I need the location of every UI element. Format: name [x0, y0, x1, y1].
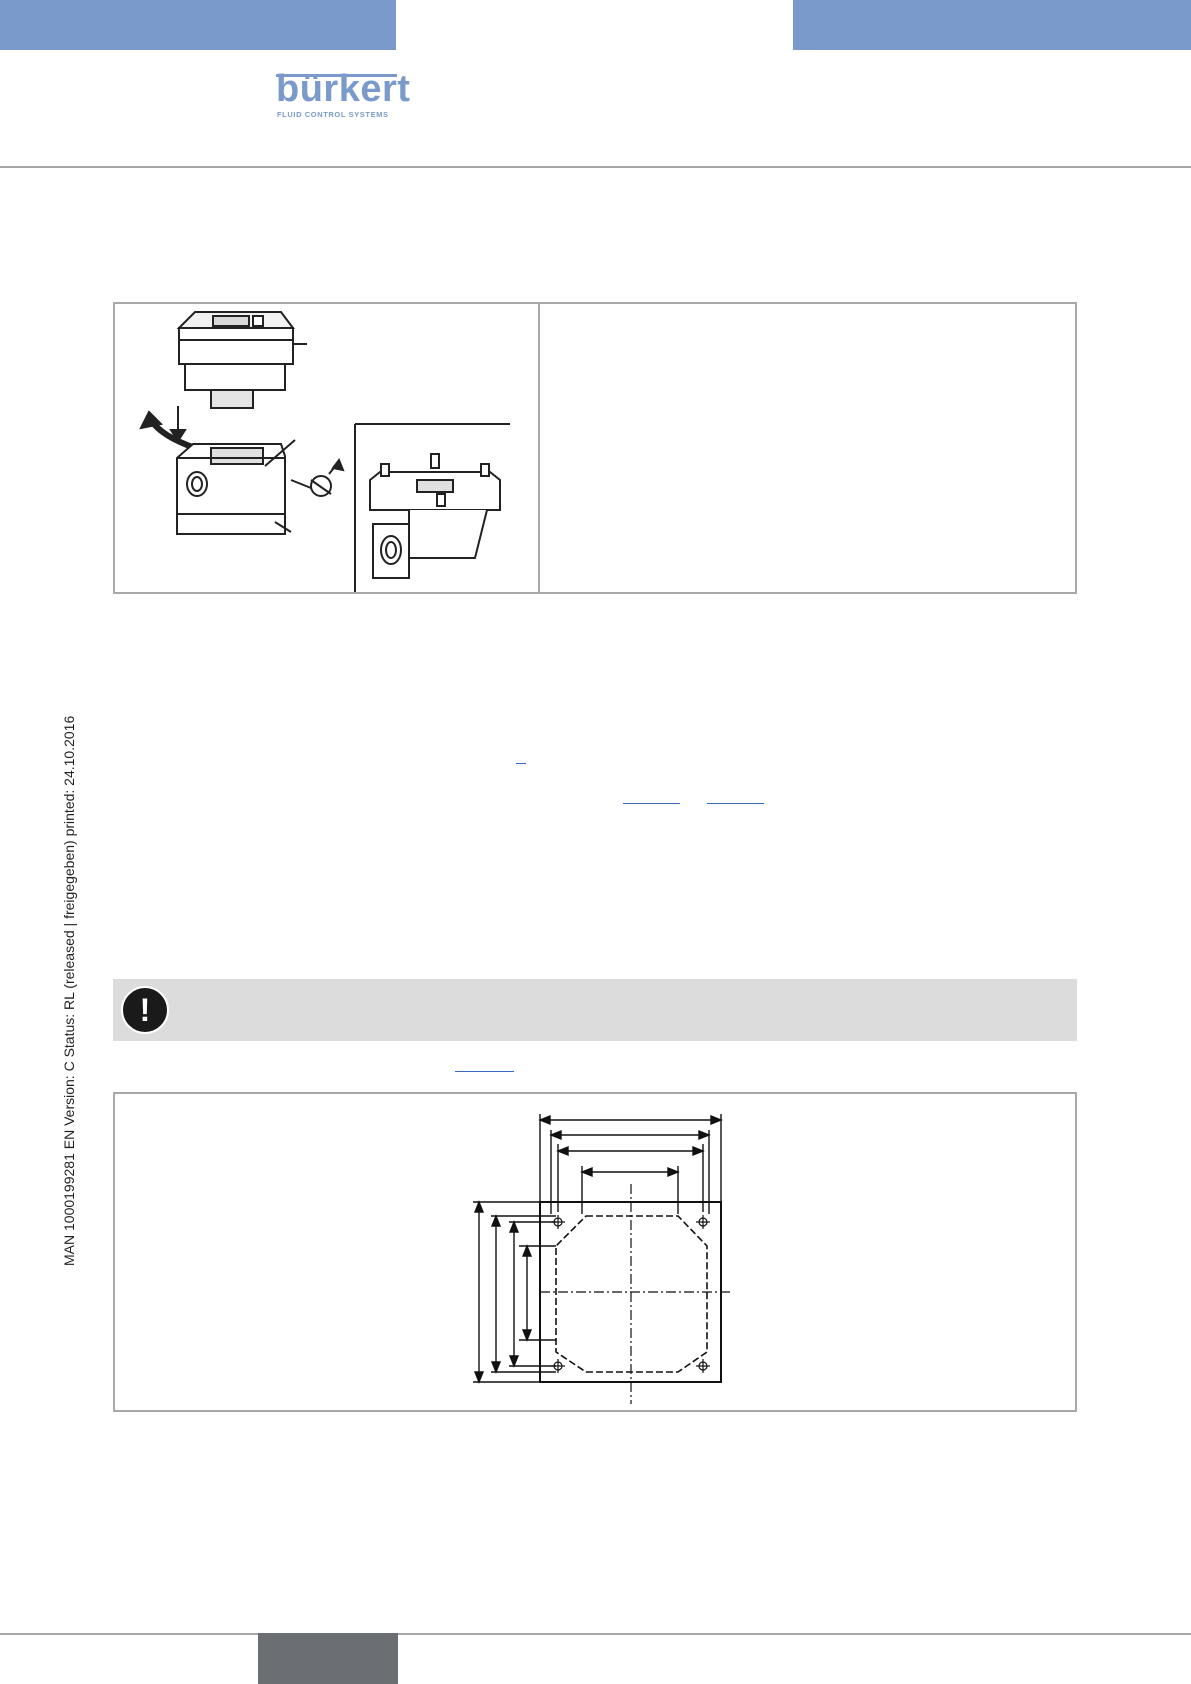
- footer-rule: [0, 1633, 1191, 1635]
- header-rule: [0, 166, 1191, 168]
- drilling-template-drawing: [115, 1094, 1075, 1410]
- footer-page-tab: [258, 1633, 398, 1684]
- figure-drilling-template: [113, 1092, 1077, 1412]
- document-status-note: MAN 1000199281 EN Version: C Status: RL (released | freigegeben) printed: 24.10.2016: [61, 715, 77, 1266]
- reference-link-3[interactable]: [707, 803, 764, 804]
- header-bar-right: [793, 0, 1191, 50]
- reference-link-2[interactable]: [623, 803, 680, 804]
- reference-link-1[interactable]: [516, 763, 526, 764]
- figure-divider: [538, 304, 540, 592]
- installation-illustration: [115, 304, 540, 592]
- reference-link-4[interactable]: [455, 1071, 514, 1072]
- exclamation-icon: !: [121, 986, 169, 1034]
- logo-wordmark: bürkert: [276, 68, 411, 110]
- header-bar-left: [0, 0, 396, 50]
- notice-box: [113, 979, 1077, 1041]
- logo-tagline: FLUID CONTROL SYSTEMS: [277, 110, 389, 119]
- figure-installation: [113, 302, 1077, 594]
